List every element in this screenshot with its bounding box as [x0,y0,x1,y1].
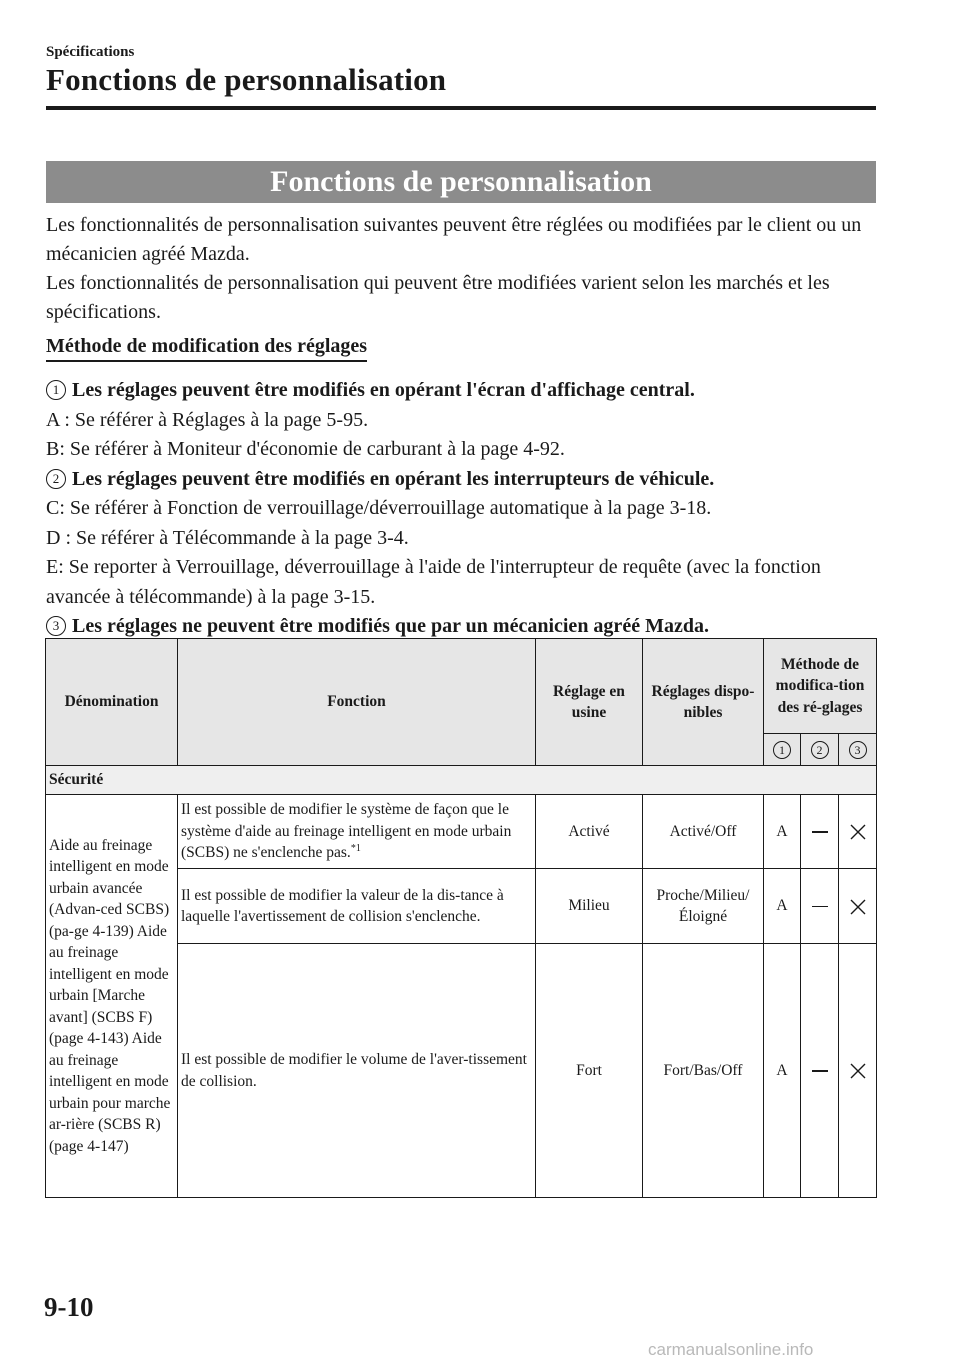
cross-icon [848,822,868,842]
intro-paragraph-2: Les fonctionnalités de personnalisation qui peuvent être modifiées varient selon les marchés et les spécifications. [46,272,830,323]
method-2-ref-c: C: Se référer à Fonction de verrouillage/déverrouillage automatique à la page 3-18. [46,497,712,519]
available-settings-cell: Proche/Milieu/ Éloigné [643,869,764,944]
cross-icon [848,1061,868,1081]
table-section-row [46,766,877,795]
methods-list [46,376,886,642]
method-1-ref-b: B: Se référer à Moniteur d'économie de carburant à la page 4-92. [46,438,565,460]
circled-number-3-icon: 3 [849,741,867,759]
dash-icon [812,831,828,832]
factory-setting-cell: Activé [536,795,643,869]
method-2-heading [46,465,886,495]
method-1-cell: A [764,795,801,869]
subheader-method-1 [764,734,801,766]
circled-number-2-icon: 2 [811,741,829,759]
header-method: Méthode de modifica-tion des ré-glages [764,639,877,734]
method-3-cell [839,944,877,1198]
feature-name-cell: Aide au freinage intelligent en mode urbain avancée (Advan-ced SCBS) (pa-ge 4-139) Aide au freinage intelligent en mode urbain [Marche avant] (SCBS F) (page 4-143) Aide au freinage intelligent en mode urbain pour marche ar-rière (SCBS R) (page 4-147) [46,795,178,1198]
method-3-title: Les réglages ne peuvent être modifiés que par un mécanicien agréé Mazda. [72,615,709,637]
title-divider [46,106,876,110]
method-1-cell: A [764,944,801,1198]
header-available-settings: Réglages dispo-nibles [643,639,764,766]
section-label: Spécifications [46,44,135,60]
circled-number-1-icon: 1 [46,380,66,400]
subheader-method-3 [839,734,877,766]
method-2-cell [801,869,839,944]
method-1-cell: A [764,869,801,944]
function-cell: Il est possible de modifier le volume de l'aver-tissement de collision. [178,944,536,1198]
method-1-ref-a: A : Se référer à Réglages à la page 5-95. [46,408,369,431]
method-2-title: Les réglages peuvent être modifiés en opérant les interrupteurs de véhicule. [72,467,715,490]
customization-table [45,638,877,1198]
method-heading: Méthode de modification des réglages [46,335,367,362]
method-2-ref-e: E: Se reporter à Verrouillage, déverrouillage à l'aide de l'interrupteur de requête (avec la fonction avancée à télécommande) à la page 3-15. [46,556,821,608]
available-settings-cell: Fort/Bas/Off [643,944,764,1198]
dash-icon [812,906,828,907]
method-2-cell [801,944,839,1198]
header-name: Dénomination [46,639,178,766]
method-2-ref-d: D : Se référer à Télécommande à la page 3-4. [46,526,409,549]
function-cell [178,795,536,869]
function-text: Il est possible de modifier le système de façon que le système d'aide au freinage intelligent en mode urbain (SCBS) ne s'enclenche pas. [181,801,512,862]
footnote-marker: *1 [350,843,361,855]
watermark: carmanualsonline.info [648,1340,814,1359]
table-header-row [46,639,877,734]
factory-setting-cell: Milieu [536,869,643,944]
section-banner: Fonctions de personnalisation [46,161,876,203]
cross-icon [848,897,868,917]
dash-icon [812,1070,828,1071]
page-number: 9-10 [44,1292,94,1322]
table-row [46,795,877,869]
intro-text [46,211,881,327]
subheader-method-2 [801,734,839,766]
method-3-cell [839,795,877,869]
header-function: Fonction [178,639,536,766]
function-cell: Il est possible de modifier la valeur de la dis-tance à laquelle l'avertissement de collision s'enclenche. [178,869,536,944]
circled-number-3-icon: 3 [46,616,66,636]
method-3-cell [839,869,877,944]
method-2-cell [801,795,839,869]
available-settings-cell: Activé/Off [643,795,764,869]
factory-setting-cell: Fort [536,944,643,1198]
method-1-heading [46,376,886,406]
page-title: Fonctions de personnalisation [46,62,447,97]
circled-number-1-icon: 1 [773,741,791,759]
method-1-title: Les réglages peuvent être modifiés en opérant l'écran d'affichage central. [72,379,695,401]
header-factory-setting: Réglage en usine [536,639,643,766]
circled-number-2-icon: 2 [46,469,66,489]
table-section-label: Sécurité [46,766,877,795]
intro-paragraph-1: Les fonctionnalités de personnalisation suivantes peuvent être réglées ou modifiées par le client ou un mécanicien agréé Mazda. [46,214,862,265]
